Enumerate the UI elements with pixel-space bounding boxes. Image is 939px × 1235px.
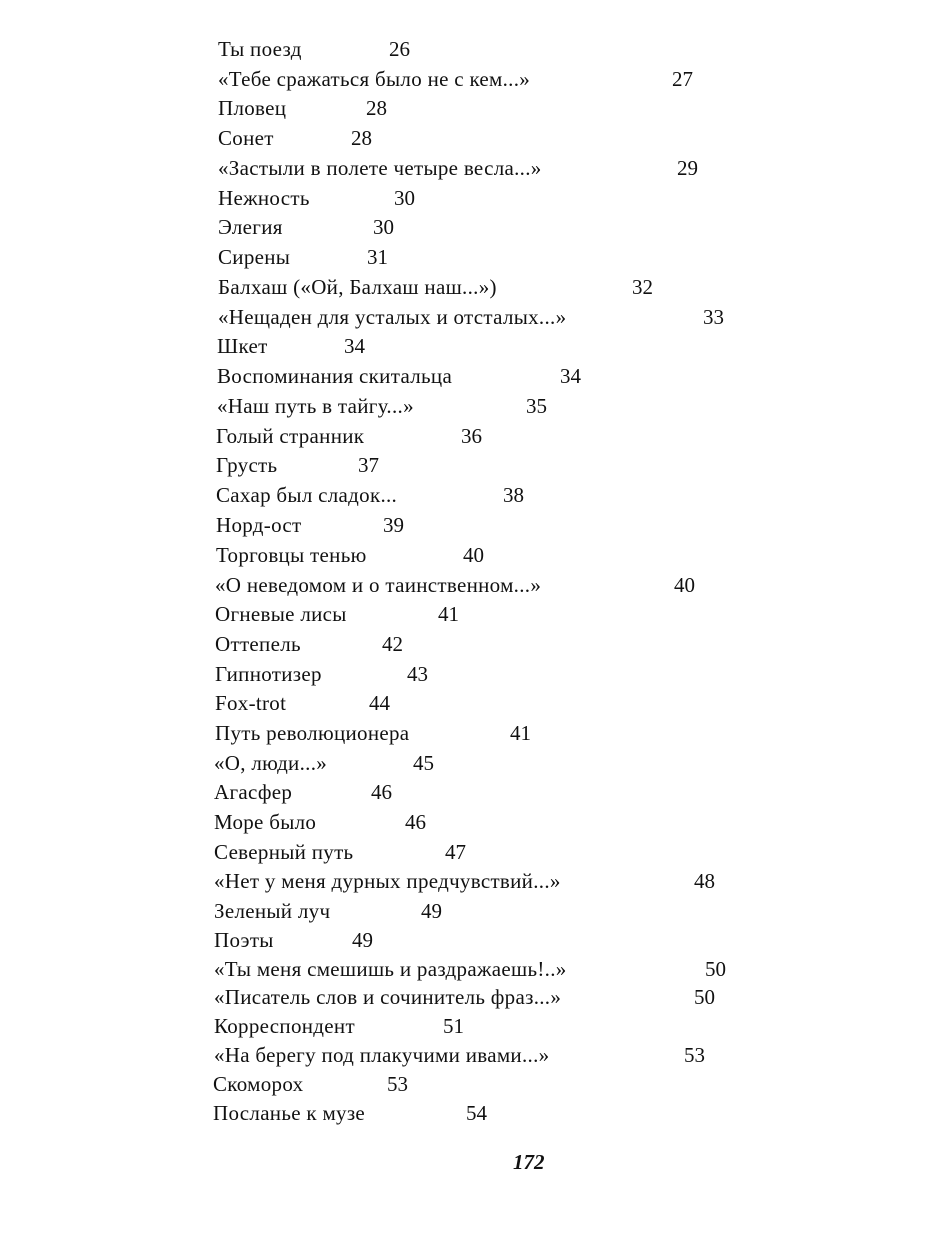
toc-entry-page: 37 — [358, 453, 379, 477]
toc-entry-page: 41 — [510, 721, 531, 745]
toc-entry-title: Поэты — [214, 928, 274, 952]
toc-entry-page: 26 — [389, 37, 410, 61]
toc-entry-page: 46 — [405, 810, 426, 834]
toc-entry — [218, 245, 290, 269]
toc-entry-title: Агасфер — [214, 780, 293, 804]
toc-entry — [218, 96, 286, 120]
toc-entry-page: 41 — [438, 602, 459, 626]
toc-entry — [217, 334, 268, 358]
toc-entry-title: Fox-trot — [215, 691, 287, 715]
toc-entry-title: Нежность — [218, 186, 310, 210]
toc-entry — [216, 453, 277, 477]
toc-entry — [214, 1014, 355, 1038]
toc-entry-page: 29 — [677, 156, 698, 180]
toc-entry-page: 32 — [632, 275, 653, 299]
toc-entry — [217, 394, 414, 418]
toc-entry — [218, 305, 566, 329]
toc-entry-title: Элегия — [218, 215, 283, 239]
toc-entry-page: 47 — [445, 840, 466, 864]
toc-entry-page: 27 — [672, 67, 693, 91]
toc-entry-page: 49 — [352, 928, 373, 952]
toc-entry — [216, 543, 367, 567]
toc-entry-page: 42 — [382, 632, 403, 656]
toc-entry-title: «Писатель слов и сочинитель фраз...» — [214, 985, 562, 1009]
toc-entry-title: «О, люди...» — [214, 751, 328, 775]
toc-entry — [213, 1072, 303, 1096]
toc-entry-title: Море было — [214, 810, 317, 834]
toc-entry — [215, 721, 409, 745]
toc-entry-page: 53 — [387, 1072, 408, 1096]
toc-entry-title: «Нет у меня дурных предчувствий...» — [214, 869, 561, 893]
toc-entry-title: Корреспондент — [214, 1014, 355, 1038]
toc-entry-page: 28 — [351, 126, 372, 150]
toc-entry — [216, 483, 397, 507]
toc-entry-page: 34 — [344, 334, 365, 358]
toc-entry — [217, 364, 452, 388]
toc-entry-title: Голый странник — [216, 424, 365, 448]
toc-entry — [214, 1043, 549, 1067]
toc-entry-title: «О неведомом и о таинственном...» — [215, 573, 542, 597]
toc-entry — [214, 985, 561, 1009]
toc-entry-page: 49 — [421, 899, 442, 923]
toc-entry-title: Путь революционера — [215, 721, 410, 745]
toc-entry — [218, 67, 530, 91]
toc-entry — [214, 957, 567, 981]
toc-entry — [218, 156, 542, 180]
toc-entry-title: «Ты меня смешишь и раздражаешь!..» — [214, 957, 567, 981]
toc-entry-title: Ты поезд — [218, 37, 302, 61]
toc-entry — [218, 37, 302, 61]
toc-entry-title: Посланье к музе — [213, 1101, 366, 1125]
toc-entry-page: 50 — [705, 957, 726, 981]
toc-entry-title: Огневые лисы — [215, 602, 347, 626]
toc-entry-title: Северный путь — [214, 840, 354, 864]
toc-entry-page: 46 — [371, 780, 392, 804]
toc-entry-page: 40 — [463, 543, 484, 567]
toc-entry-title: Пловец — [218, 96, 287, 120]
toc-entry-title: Сахар был сладок... — [216, 483, 398, 507]
toc-entry-page: 36 — [461, 424, 482, 448]
toc-entry-title: «Наш путь в тайгу...» — [217, 394, 414, 418]
toc-entry — [218, 126, 274, 150]
toc-entry-page: 43 — [407, 662, 428, 686]
toc-entry-title: Сонет — [218, 126, 274, 150]
toc-entry-page: 39 — [383, 513, 404, 537]
toc-entry-page: 30 — [373, 215, 394, 239]
toc-entry — [218, 275, 497, 299]
toc-entry-page: 30 — [394, 186, 415, 210]
toc-entry-title: Оттепель — [215, 632, 301, 656]
toc-entry — [213, 1101, 365, 1125]
toc-entry-title: «Нещаден для усталых и отсталых...» — [218, 305, 567, 329]
toc-entry-title: Балхаш — [218, 275, 288, 299]
toc-entry-page: 45 — [413, 751, 434, 775]
toc-entry-title: Грусть — [216, 453, 278, 477]
toc-entry — [214, 780, 292, 804]
toc-entry-page: 53 — [684, 1043, 705, 1067]
toc-entry-title: Скоморох — [213, 1072, 304, 1096]
toc-entry-page: 34 — [560, 364, 581, 388]
toc-entry — [215, 691, 286, 715]
toc-entry-page: 48 — [694, 869, 715, 893]
toc-entry-title: «Тебе сражаться было не с кем...» — [218, 67, 531, 91]
toc-entry — [214, 840, 353, 864]
toc-entry — [216, 424, 364, 448]
toc-entry-page: 54 — [466, 1101, 487, 1125]
toc-entry-page: 44 — [369, 691, 390, 715]
toc-entry — [218, 215, 283, 239]
toc-entry — [216, 513, 302, 537]
toc-entry-title: Воспоминания скитальца — [217, 364, 453, 388]
toc-entry — [218, 186, 310, 210]
toc-entry — [214, 751, 327, 775]
toc-entry — [214, 869, 561, 893]
toc-entry — [214, 899, 330, 923]
toc-entry — [215, 573, 541, 597]
toc-entry-page: 50 — [694, 985, 715, 1009]
page-number: 172 — [513, 1150, 545, 1174]
toc-entry-title: Торговцы тенью — [216, 543, 367, 567]
toc-entry-page: 38 — [503, 483, 524, 507]
toc-entry-title: Гипнотизер — [215, 662, 322, 686]
toc-entry-title: Шкет — [217, 334, 268, 358]
toc-entry-title: «На берегу под плакучими ивами...» — [214, 1043, 550, 1067]
toc-entry — [214, 928, 274, 952]
toc-entry-page: 28 — [366, 96, 387, 120]
toc-entry-title: «Застыли в полете четыре весла...» — [218, 156, 542, 180]
toc-entry-page: 51 — [443, 1014, 464, 1038]
toc-entry-subtitle: («Ой, Балхаш наш...») — [293, 275, 497, 299]
toc-entry-page: 35 — [526, 394, 547, 418]
toc-entry — [214, 810, 316, 834]
toc-entry — [215, 602, 347, 626]
toc-entry-title: Норд-ост — [216, 513, 302, 537]
toc-entry-page: 31 — [367, 245, 388, 269]
toc-entry — [215, 632, 301, 656]
toc-entry — [215, 662, 322, 686]
toc-entry-title: Зеленый луч — [214, 899, 331, 923]
toc-entry-title: Сирены — [218, 245, 291, 269]
toc-entry-page: 33 — [703, 305, 724, 329]
toc-entry-page: 40 — [674, 573, 695, 597]
